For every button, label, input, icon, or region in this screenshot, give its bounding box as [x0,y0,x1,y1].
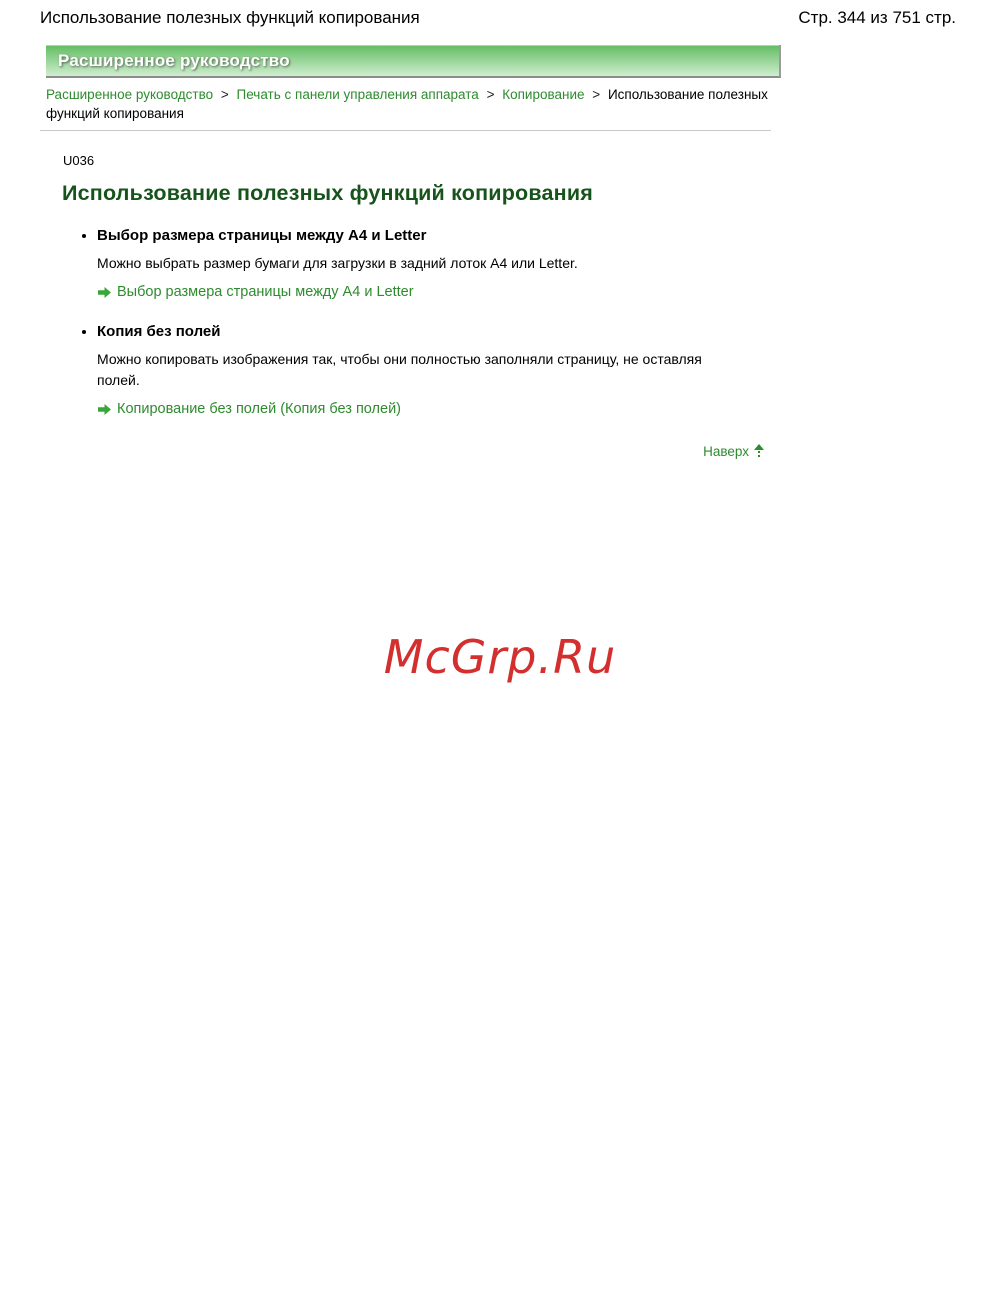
page-title: Использование полезных функций копирования [62,181,594,206]
feature-link-row [97,401,1000,417]
back-to-top-row [46,444,765,459]
feature-description: Можно выбрать размер бумаги для загрузки в задний лоток A4 или Letter. [97,255,578,272]
document-title: Использование полезных функций копирования [40,8,420,27]
feature-link-row [97,284,1000,300]
article-code: U036 [63,153,95,169]
feature-heading: • Копия без полей [97,323,221,341]
breadcrumb-link-copying[interactable]: Копирование [502,87,585,103]
feature-link[interactable]: Копирование без полей (Копия без полей) [117,401,401,418]
breadcrumb-divider [40,130,771,131]
arrow-right-icon [97,403,112,416]
guide-banner [46,45,781,78]
list-item [97,227,1000,300]
breadcrumb-separator: > [220,87,229,103]
breadcrumb-link-printing-from-panel[interactable]: Печать с панели управления аппарата [236,87,479,103]
feature-list [0,227,1000,417]
list-item [97,323,1000,417]
arrow-right-icon [97,286,112,299]
breadcrumb-current-page: Использование полезных функций копирования [46,87,768,122]
site-watermark: McGrp.Ru [383,630,617,684]
feature-link[interactable]: Выбор размера страницы между A4 и Letter [117,284,414,301]
breadcrumb-separator: > [486,87,495,103]
breadcrumb-link-advanced-guide[interactable]: Расширенное руководство [46,87,214,103]
page-number-info: Стр. 344 из 751 стр. [798,8,956,27]
back-to-top-link[interactable]: Наверх [703,444,749,460]
feature-heading: • Выбор размера страницы между A4 и Letter [97,227,427,245]
breadcrumb-separator: > [592,87,601,103]
feature-description: Можно копировать изображения так, чтобы они полностью заполняли страницу, не оставляя полей. [97,351,702,389]
arrow-up-icon[interactable] [753,444,765,459]
guide-banner-label: Расширенное руководство [58,50,290,70]
document-header [0,0,1000,28]
breadcrumb [46,86,774,124]
